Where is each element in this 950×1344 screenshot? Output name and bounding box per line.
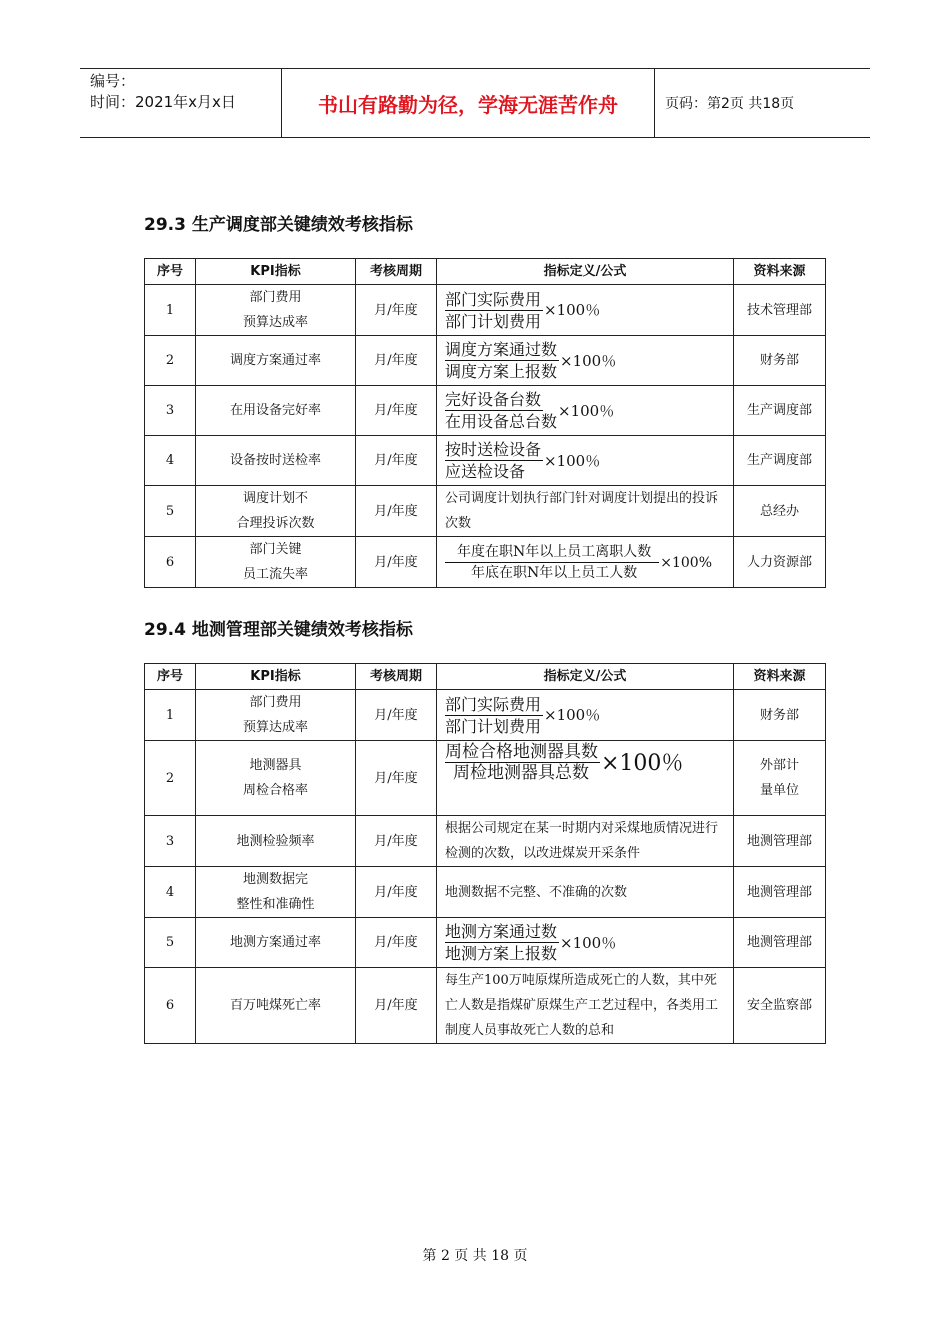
row-source: 财务部 [734,336,826,386]
row-no: 6 [145,968,196,1044]
col-source: 资料来源 [734,259,826,285]
numerator: 部门实际费用 [445,694,542,714]
row-cycle: 月/年度 [356,436,437,486]
table-row [145,741,826,816]
table-header-row [145,664,826,690]
numerator: 年度在职N年以上员工离职人数 [445,542,659,563]
row-formula [437,285,734,336]
page-footer: 第 2 页 共 18 页 [422,1248,528,1264]
row-cycle: 月/年度 [356,968,437,1044]
kpi-line: 员工流失率 [242,567,308,582]
denominator: 部门计划费用 [445,311,542,331]
multiplier: ×100％ [601,750,684,776]
row-no: 1 [145,690,196,741]
header-motto: 书山有路勤为径，学海无涯苦作舟 [282,69,655,137]
row-source: 地测管理部 [734,918,826,968]
numerator: 地测方案通过数 [445,922,558,941]
row-no: 2 [145,336,196,386]
row-source: 地测管理部 [734,867,826,918]
formula [445,542,712,584]
col-definition: 指标定义/公式 [437,664,734,690]
row-kpi [196,690,356,741]
denominator: 调度方案上报数 [445,362,558,381]
multiplier: ×100％ [544,451,601,470]
numerator: 部门实际费用 [445,289,542,309]
row-formula [437,386,734,436]
formula [445,922,616,964]
col-source: 资料来源 [734,664,826,690]
row-cycle: 月/年度 [356,486,437,537]
row-no: 4 [145,436,196,486]
denominator: 年底在职N年以上员工人数 [471,565,638,581]
kpi-line: 调度计划不 [242,491,308,506]
kpi-line: 合理投诉次数 [236,516,315,531]
row-cycle: 月/年度 [356,918,437,968]
header-meta [80,69,282,137]
multiplier: ×100％ [560,351,617,370]
kpi-line: 预算达成率 [242,315,308,330]
denominator: 在用设备总台数 [445,412,558,431]
section-title-29-3: 29.3 生产调度部关键绩效考核指标 [144,215,413,235]
multiplier: ×100％ [560,933,617,952]
row-source: 生产调度部 [734,436,826,486]
denominator: 应送检设备 [445,462,526,481]
kpi-line: 地测数据完 [242,872,308,887]
row-no: 1 [145,285,196,336]
section-title-29-4: 29.4 地测管理部关键绩效考核指标 [144,620,413,640]
formula [445,340,616,382]
formula [445,742,683,784]
row-kpi: 在用设备完好率 [196,386,356,436]
row-source: 财务部 [734,690,826,741]
table-row [145,386,826,436]
table-row [145,968,826,1044]
row-cycle: 月/年度 [356,741,437,816]
row-definition: 地测数据不完整、不准确的次数 [437,867,734,918]
row-cycle: 月/年度 [356,336,437,386]
source-line: 外部计 [759,758,799,773]
row-no: 3 [145,386,196,436]
denominator: 部门计划费用 [445,716,542,736]
row-no: 6 [145,537,196,588]
denominator: 地测方案上报数 [445,944,558,963]
row-formula [437,918,734,968]
col-kpi: KPI指标 [196,259,356,285]
kpi-line: 部门关键 [249,542,302,557]
row-kpi [196,486,356,537]
row-cycle: 月/年度 [356,690,437,741]
row-source [734,741,826,816]
row-kpi: 设备按时送检率 [196,436,356,486]
row-kpi: 百万吨煤死亡率 [196,968,356,1044]
formula [445,390,614,432]
table-row [145,486,826,537]
multiplier: ×100％ [558,401,615,420]
col-cycle: 考核周期 [356,259,437,285]
multiplier: ×100％ [544,706,601,724]
kpi-table-survey [144,663,826,1044]
col-no: 序号 [145,259,196,285]
kpi-line: 周检合格率 [242,783,308,798]
source-line: 量单位 [759,783,799,798]
multiplier: ×100％ [544,301,601,319]
kpi-line: 预算达成率 [242,720,308,735]
row-source: 总经办 [734,486,826,537]
numerator: 按时送检设备 [445,440,542,459]
row-no: 3 [145,816,196,867]
row-kpi [196,537,356,588]
row-no: 4 [145,867,196,918]
table-row [145,690,826,741]
row-source: 人力资源部 [734,537,826,588]
row-formula [437,436,734,486]
numerator: 完好设备台数 [445,390,542,409]
row-cycle: 月/年度 [356,816,437,867]
row-formula [437,537,734,588]
formula [445,290,600,332]
row-kpi [196,741,356,816]
col-cycle: 考核周期 [356,664,437,690]
formula [445,695,600,737]
row-kpi: 地测检验频率 [196,816,356,867]
table-header-row [145,259,826,285]
row-no: 5 [145,918,196,968]
row-definition: 公司调度计划执行部门针对调度计划提出的投诉次数 [437,486,734,537]
row-cycle: 月/年度 [356,285,437,336]
header-page-info: 页码：第2页 共18页 [665,96,795,112]
row-source: 生产调度部 [734,386,826,436]
row-source: 地测管理部 [734,816,826,867]
row-formula [437,690,734,741]
formula [445,440,600,482]
row-no: 5 [145,486,196,537]
table-row [145,918,826,968]
row-definition: 每生产100万吨原煤所造成死亡的人数，其中死亡人数是指煤矿原煤生产工艺过程中，各类用工制度人员事故死亡人数的总和 [437,968,734,1044]
row-kpi: 调度方案通过率 [196,336,356,386]
row-formula [437,741,734,816]
row-source: 技术管理部 [734,285,826,336]
kpi-line: 地测器具 [249,758,302,773]
kpi-line: 整性和准确性 [236,897,315,912]
row-cycle: 月/年度 [356,867,437,918]
row-kpi [196,285,356,336]
row-no: 2 [145,741,196,816]
numerator: 周检合格地测器具数 [445,742,598,762]
number-label: 编号： [90,72,136,90]
numerator: 调度方案通过数 [445,340,558,359]
kpi-table-production [144,258,826,588]
table-row [145,867,826,918]
row-formula [437,336,734,386]
time-label: 时间：2021年x月x日 [90,93,236,111]
row-kpi [196,867,356,918]
table-row [145,436,826,486]
table-row [145,816,826,867]
row-source: 安全监察部 [734,968,826,1044]
row-definition: 根据公司规定在某一时期内对采煤地质情况进行检测的次数，以改进煤炭开采条件 [437,816,734,867]
col-definition: 指标定义/公式 [437,259,734,285]
table-row [145,285,826,336]
col-no: 序号 [145,664,196,690]
row-cycle: 月/年度 [356,537,437,588]
row-cycle: 月/年度 [356,386,437,436]
denominator: 周检地测器具总数 [453,763,589,783]
kpi-line: 部门费用 [249,290,302,305]
row-kpi: 地测方案通过率 [196,918,356,968]
col-kpi: KPI指标 [196,664,356,690]
table-row [145,537,826,588]
table-row [145,336,826,386]
page-header [80,68,870,138]
kpi-line: 部门费用 [249,695,302,710]
multiplier: ×100% [660,554,713,571]
